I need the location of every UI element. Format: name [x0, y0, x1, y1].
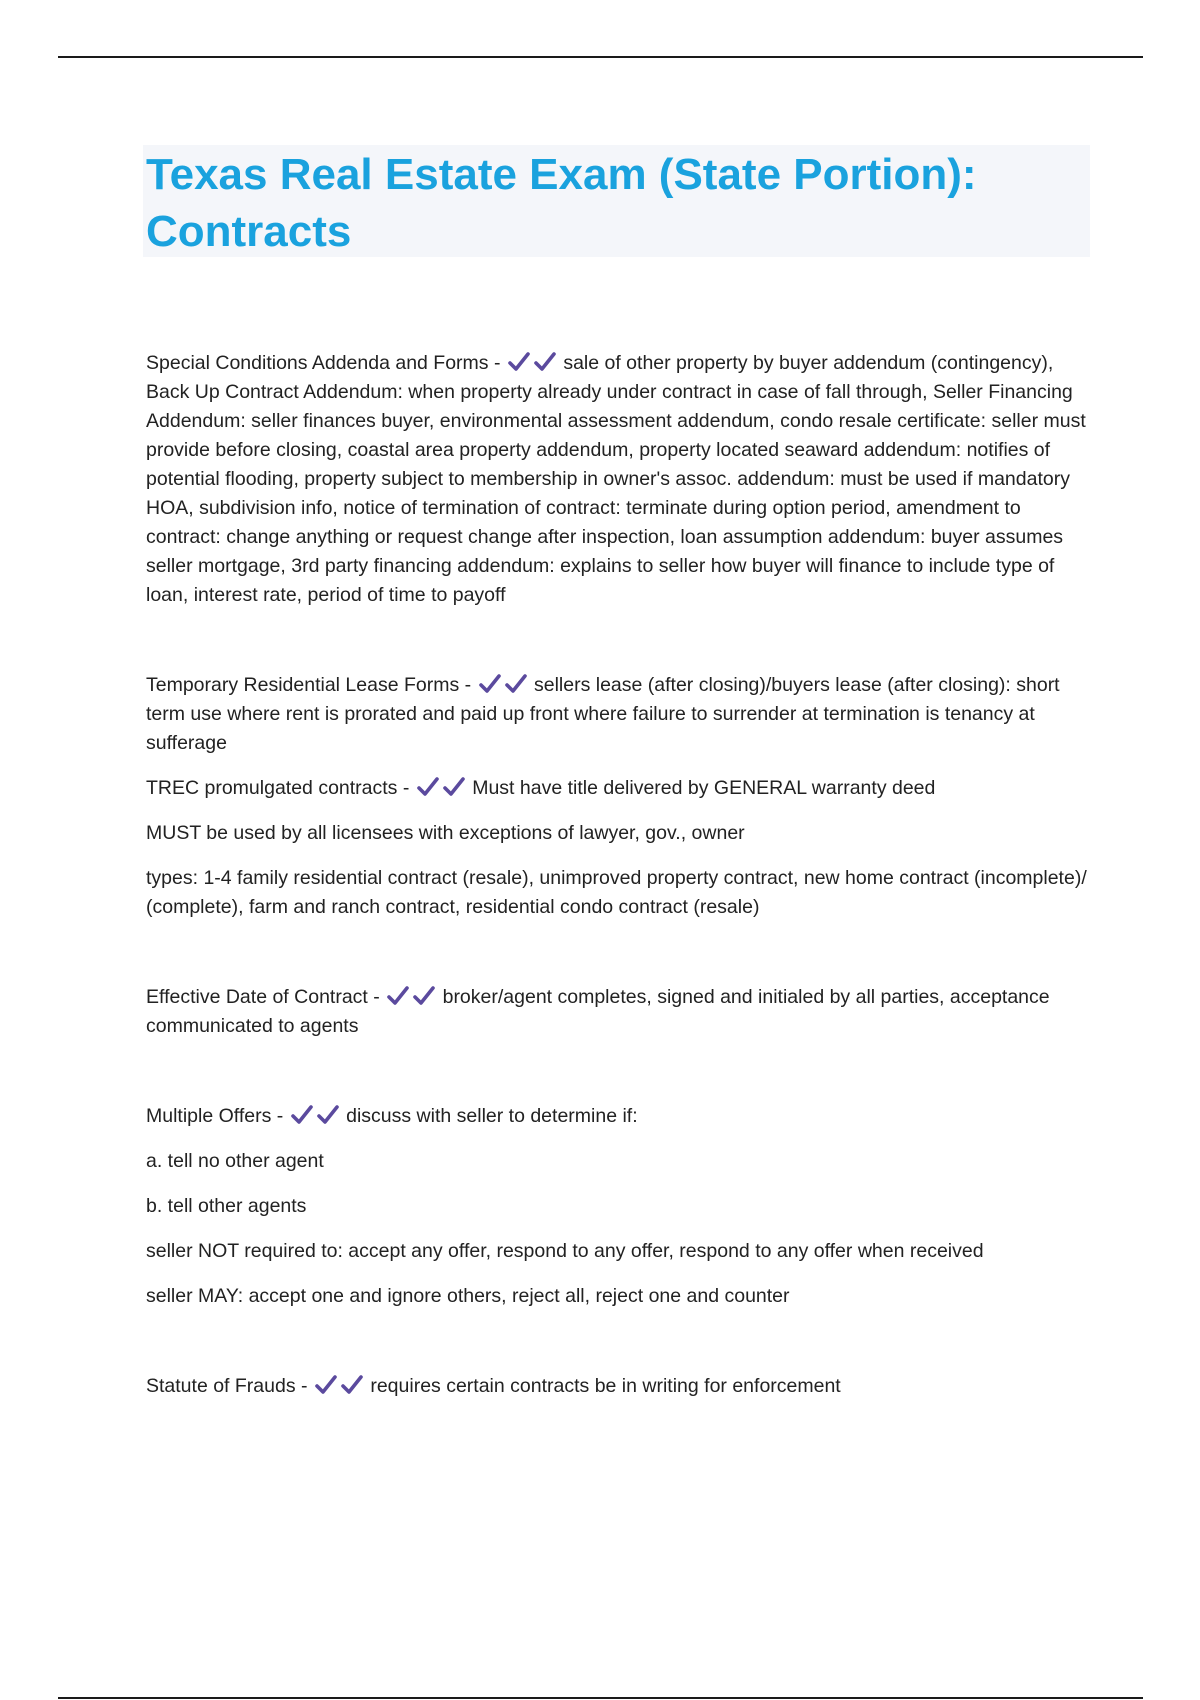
note-line: b. tell other agents	[146, 1195, 307, 1217]
check-icon	[416, 776, 440, 798]
flashcard-effective-date	[146, 983, 1096, 1041]
document-body	[146, 349, 1096, 1401]
term: Temporary Residential Lease Forms -	[146, 674, 472, 696]
note-line: a. tell no other agent	[146, 1150, 324, 1172]
flashcard-statute-of-frauds	[146, 1372, 1096, 1401]
definition: sellers lease (after closing)/buyers lease (after closing): short term use where rent is prorated and paid up front where failure to surrender at termination is tenancy at sufferage	[146, 674, 1060, 754]
check-icon	[442, 776, 466, 798]
check-icon	[314, 1374, 338, 1396]
flashcard-text	[146, 1102, 1096, 1131]
definition: broker/agent completes, signed and initialed by all parties, acceptance communicated to agents	[146, 986, 1050, 1037]
check-icon	[386, 985, 410, 1007]
flashcard-temporary-lease	[146, 671, 1096, 758]
flashcard-text	[146, 983, 1096, 1041]
top-rule	[58, 56, 1143, 58]
flashcard-text	[146, 349, 1096, 610]
term: Effective Date of Contract -	[146, 986, 380, 1008]
definition: discuss with seller to determine if:	[346, 1105, 638, 1127]
flashcard-multiple-offers	[146, 1102, 1096, 1311]
check-icon	[504, 673, 528, 695]
term: Multiple Offers -	[146, 1105, 284, 1127]
note-line: seller NOT required to: accept any offer, respond to any offer, respond to any offer when received	[146, 1240, 984, 1262]
flashcard-text	[146, 671, 1096, 758]
check-icon	[507, 351, 531, 373]
term: Special Conditions Addenda and Forms -	[146, 352, 501, 374]
check-icon	[478, 673, 502, 695]
check-icon	[290, 1104, 314, 1126]
flashcard-text	[146, 1372, 1096, 1401]
definition: Must have title delivered by GENERAL warranty deed	[472, 777, 936, 799]
bottom-rule	[58, 1697, 1143, 1699]
check-icon	[340, 1374, 364, 1396]
note-line: MUST be used by all licensees with exceptions of lawyer, gov., owner	[146, 822, 745, 844]
note-line: seller MAY: accept one and ignore others, reject all, reject one and counter	[146, 1285, 790, 1307]
check-icon	[316, 1104, 340, 1126]
flashcard-trec-contracts	[146, 774, 1096, 922]
term: Statute of Frauds -	[146, 1375, 308, 1397]
term: TREC promulgated contracts -	[146, 777, 410, 799]
page-title: Texas Real Estate Exam (State Portion): Contracts	[146, 150, 977, 256]
note-line: types: 1-4 family residential contract (resale), unimproved property contract, new home contract (incomplete)/ (complete), farm and ranch contract, residential condo contract (resale)	[146, 867, 1087, 918]
check-icon	[412, 985, 436, 1007]
definition: requires certain contracts be in writing for enforcement	[370, 1375, 841, 1397]
definition: sale of other property by buyer addendum (contingency), Back Up Contract Addendum: when property already under contract in case of fall through, Seller Financing Addendum: seller finances buyer, environmental assessment addendum, condo resale certificate: seller must provide before closing, coastal area property addendum, property located seaward addendum: notifies of potential flooding, property subject to membership in owner's assoc. addendum: must be used if mandatory HOA, subdivision info, notice of termination of contract: terminate during option period, amendment to contract: change anything or request change after inspection, loan assumption addendum: buyer assumes seller mortgage, 3rd party financing addendum: explains to seller how buyer will finance to include type of loan, interest rate, period of time to payoff	[146, 352, 1086, 606]
flashcard-text	[146, 774, 1096, 803]
flashcard-special-conditions	[146, 349, 1096, 610]
check-icon	[533, 351, 557, 373]
